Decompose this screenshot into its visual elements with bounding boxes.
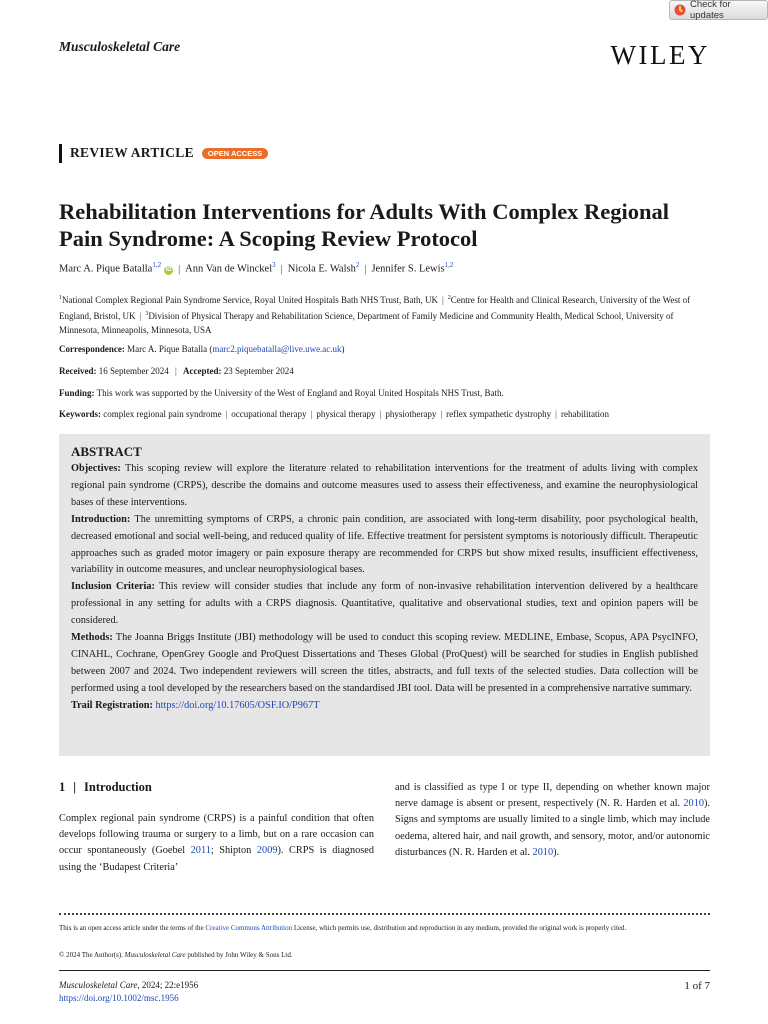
affiliation-sup: 2 <box>447 295 451 301</box>
check-for-updates-button[interactable] <box>669 0 768 20</box>
keyword-separator: | <box>225 409 228 419</box>
open-access-badge[interactable]: OPEN ACCESS <box>202 148 268 159</box>
affiliations <box>59 291 709 337</box>
article-type-bar <box>59 144 62 163</box>
funding-text: This work was supported by the University of the West of England and Royal United Hospitals NHS Trust, Bath. <box>96 388 504 398</box>
body-column-right <box>395 780 710 861</box>
license-text: This is an open access article under the terms of the <box>59 924 206 932</box>
accepted-date: 23 September 2024 <box>223 366 294 376</box>
keyword: rehabilitation <box>560 409 609 419</box>
abstract-introduction <box>71 512 698 580</box>
affiliation: Division of Physical Therapy and Rehabilitation Science, Department of Family Medicine and Community Health, Medical School, University of Minnesota, Minneapolis, Minnesota, USA <box>59 311 674 335</box>
abstract-methods <box>71 630 698 698</box>
license-link[interactable]: Creative Commons Attribution <box>205 924 293 932</box>
keywords-label: Keywords: <box>59 409 101 419</box>
keyword-separator: | <box>379 409 382 419</box>
keyword: reflex sympathetic dystrophy <box>446 409 552 419</box>
author-separator: | <box>178 263 181 275</box>
abstract-introduction-text: The unremitting symptoms of CRPS, a chronic pain condition, are associated with long-term disability, poor psychological health, decreased emotional and social well-being, and reduced quality of life. Effective treatment for persistent symptoms is notoriously difficult. Therapeutic approaches such as graded motor imagery or pain exposure therapy are recommended for CRPS but show mixed results, insufficient effectiveness, variability in outcome measures, and unclear neurophysiological bases. <box>71 513 699 576</box>
abstract-objectives-text: This scoping review will explore the literature related to rehabilitation interventions for the treatment of adults living with complex regional pain syndrome (CRPS), describe the domains and outcome measures used to assess their effectiveness, and examine the neurophysiological bases of these interventions. <box>71 463 698 508</box>
citation-link[interactable]: 2010 <box>532 846 554 858</box>
citation-link[interactable]: 2011 <box>190 845 211 857</box>
abstract-box <box>59 434 710 756</box>
author-name[interactable]: Marc A. Pique Batalla <box>59 263 153 275</box>
footer-rule <box>59 970 710 971</box>
body-text: ; Shipton <box>210 845 257 857</box>
body-paragraph <box>395 780 710 861</box>
section-separator: | <box>73 780 77 794</box>
section-heading <box>59 780 374 795</box>
body-column-left <box>59 780 374 876</box>
author-name[interactable]: Jennifer S. Lewis <box>371 263 445 275</box>
keyword-separator: | <box>555 409 557 419</box>
affiliation-separator: | <box>139 311 142 321</box>
publisher-logo: WILEY <box>610 40 710 70</box>
abstract-objectives-label: Objectives: <box>71 463 121 474</box>
body-text: ). <box>553 846 560 858</box>
abstract-inclusion-text: This review will consider studies that include any form of non-invasive rehabilitation intervention delivered by a healthcare professional in any setting for adults with a CRPS diagnosis. Quantitative, qualitative and observational studies, text and opinion papers will be considered. <box>71 581 698 627</box>
page-number: 1 of 7 <box>684 980 710 992</box>
received-label: Received: <box>59 366 97 376</box>
affiliation-separator: | <box>441 295 444 305</box>
abstract-inclusion <box>71 579 698 630</box>
copyright-note <box>59 951 293 959</box>
correspondence-name: Marc A. Pique Batalla <box>127 344 208 354</box>
abstract-methods-text: The Joanna Briggs Institute (JBI) methodology will be used to conduct this scoping review. MEDLINE, Embase, Scopus, APA PsycINFO, CINAHL, Cochrane, OpenGrey Google and ProQuest Dissertations and Theses Global (ProQuest) will be searched for studies in English published between 2007 and 2024. Two independent reviewers will screen the titles, abstracts, and full texts of the selected studies. Data collection will be performed using a tool developed by the researchers based on the standardised JBI tool. Data will be presented in a comprehensive narrative summary. <box>71 632 698 694</box>
keyword: complex regional pain syndrome <box>103 409 222 419</box>
correspondence-label: Correspondence: <box>59 344 125 354</box>
body-text: and is classified as type I or type II, depending on whether known major nerve damage is absent or present, respectively (N. R. Harden et al. <box>395 782 710 810</box>
body-paragraph <box>59 811 374 876</box>
affiliation: National Complex Regional Pain Syndrome Service, Royal United Hospitals Bath NHS Trust, Bath, UK <box>62 295 438 305</box>
affiliation-sup: 1 <box>59 295 62 301</box>
funding <box>59 388 504 398</box>
article-title: Rehabilitation Interventions for Adults With Complex Regional Pain Syndrome: A Scoping Review Protocol <box>59 199 670 251</box>
citation-link[interactable]: 2009 <box>256 845 278 857</box>
funding-label: Funding: <box>59 388 95 398</box>
body-text: ). CRPS is diagnosed using the ‘Budapest Criteria’ <box>59 845 374 873</box>
footer-citation <box>59 979 198 1005</box>
citation-volume: , 2024; 22:e1956 <box>137 980 199 990</box>
abstract-registration-label: Trail Registration: <box>71 699 153 711</box>
date-separator: | <box>174 366 177 376</box>
keyword: physical therapy <box>316 409 376 419</box>
article-type: REVIEW ARTICLE <box>70 145 194 160</box>
abstract-inclusion-label: Inclusion Criteria: <box>71 581 155 593</box>
copyright-text: © 2024 The Author(s). <box>59 951 125 959</box>
journal-name: Musculoskeletal Care <box>59 39 181 54</box>
abstract-introduction-label: Introduction: <box>71 513 131 525</box>
body-text: ). Signs and symptoms are usually limited to a single limb, which may include oedema, altered hair, and nail growth, and sensory, motor, and/or autonomic disturbances (N. R. Harden et al. <box>395 798 710 858</box>
author-separator: | <box>364 263 367 275</box>
article-dates <box>59 366 294 376</box>
affiliation: Centre for Health and Clinical Research, University of the West of England, Bristol, UK <box>59 295 691 321</box>
body-text: Complex regional pain syndrome (CRPS) is a painful condition that often develops following trauma or surgery to a limb, but on a rare occasion can occur spontaneously (Goebel <box>59 813 374 857</box>
author-affil-sup[interactable]: 3 <box>272 261 276 269</box>
abstract-objectives <box>71 461 698 512</box>
check-for-updates-label: Check for updates <box>689 0 731 21</box>
keyword-separator: | <box>310 409 313 419</box>
accepted-label: Accepted: <box>183 366 222 376</box>
author-name[interactable]: Ann Van de Winckel <box>185 263 273 275</box>
author-affil-sup[interactable]: 1,2 <box>152 261 162 269</box>
license-text: License, which permits use, distribution and reproduction in any medium, provided the original work is properly cited. <box>292 924 627 932</box>
footnote-divider <box>59 913 710 915</box>
keyword: physiotherapy <box>385 409 437 419</box>
citation-journal: Musculoskeletal Care <box>59 980 138 990</box>
registration-link[interactable]: https://doi.org/10.17605/OSF.IO/P967T <box>155 699 320 711</box>
orcid-icon[interactable]: iD <box>165 266 172 273</box>
correspondence-email-link[interactable]: marc2.piquebatalla@live.uwe.ac.uk <box>212 344 342 354</box>
author-affil-sup[interactable]: 2 <box>355 261 360 269</box>
author-name[interactable]: Nicola E. Walsh <box>287 263 356 275</box>
doi-link[interactable]: https://doi.org/10.1002/msc.1956 <box>59 993 179 1003</box>
author-affil-sup[interactable]: 1,2 <box>444 261 454 269</box>
author-list <box>59 261 453 275</box>
abstract-registration <box>71 698 698 715</box>
abstract-methods-label: Methods: <box>71 632 113 644</box>
copyright-journal: Musculoskeletal Care <box>124 951 186 959</box>
keyword-separator: | <box>440 409 443 419</box>
keywords <box>59 409 609 419</box>
citation-link[interactable]: 2010 <box>683 798 704 810</box>
copyright-text: published by John Wiley & Sons Ltd. <box>185 951 293 959</box>
check-updates-icon <box>674 4 686 16</box>
license-note <box>59 922 710 935</box>
received-date: 16 September 2024 <box>98 366 169 376</box>
section-number: 1 <box>59 780 66 794</box>
keyword: occupational therapy <box>231 409 307 419</box>
affiliation-sup: 3 <box>145 311 149 317</box>
correspondence: Correspondence: Marc A. Pique Batalla (marc2.piquebatalla@live.uwe.ac.uk) <box>59 344 345 354</box>
article-type-row <box>59 143 268 163</box>
abstract-heading: ABSTRACT <box>71 444 142 459</box>
author-separator: | <box>280 263 283 275</box>
section-title: Introduction <box>84 780 152 794</box>
